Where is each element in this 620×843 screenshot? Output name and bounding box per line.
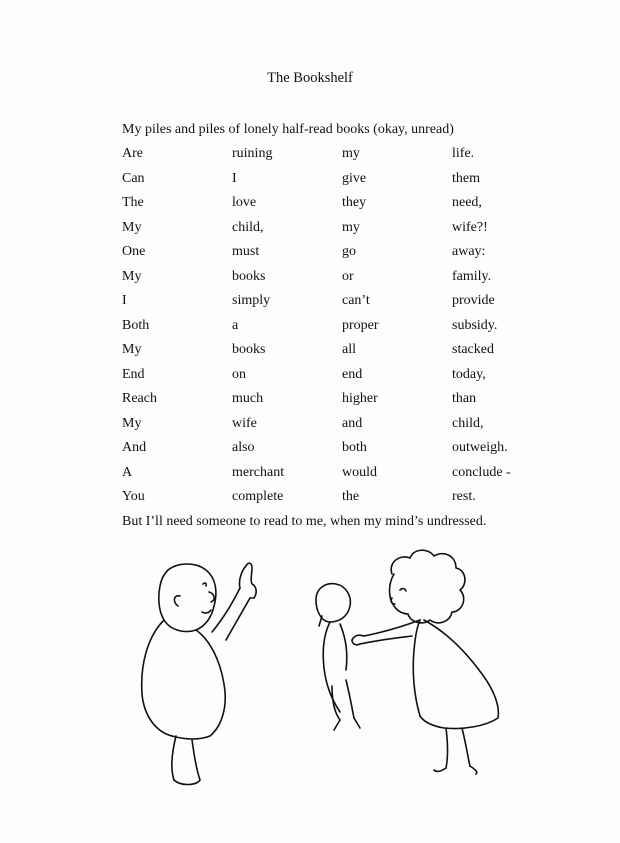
poem-word: books: [232, 342, 266, 357]
poem-word: merchant: [232, 464, 285, 480]
page-title: The Bookshelf: [267, 70, 353, 86]
poem-word: End: [122, 366, 145, 382]
poem-word: Can: [122, 170, 145, 186]
cartoon-illustration: [0, 540, 620, 843]
poem-word: give: [342, 170, 367, 186]
poem-word: life.: [452, 146, 475, 161]
poem-word: end: [342, 366, 363, 382]
poem-word: Are: [122, 146, 143, 161]
poem-word: I: [122, 293, 127, 308]
poem-word: all: [342, 342, 356, 357]
poem-word: today,: [452, 366, 486, 382]
poem-word: complete: [232, 489, 284, 504]
poem-word: Reach: [122, 391, 157, 406]
poem-word: The: [122, 195, 144, 210]
poem-word: my: [342, 146, 360, 161]
poem-word: My: [122, 268, 142, 284]
poem-word: than: [452, 391, 477, 406]
poem-word: love: [232, 195, 257, 210]
poem-word: a: [232, 317, 239, 333]
poem-word: the: [342, 489, 360, 504]
poem-word: ruining: [232, 146, 273, 161]
poem-word: child,: [232, 219, 264, 235]
poem-word: conclude -: [452, 464, 511, 480]
poem-word: away:: [452, 244, 486, 259]
poem-word: my: [342, 219, 360, 235]
poem-word: also: [232, 440, 255, 455]
poem-word: You: [122, 489, 145, 504]
poem-word: both: [342, 440, 367, 455]
poem-word: My: [122, 342, 142, 357]
poem-word: and: [342, 415, 363, 431]
curly-haired-woman-drawing: [352, 550, 498, 774]
poem-word: family.: [452, 268, 492, 284]
poem-word: them: [452, 170, 480, 186]
poem-word: wife?!: [452, 219, 488, 235]
child-drawing: [316, 584, 360, 730]
poem-word: books: [232, 268, 266, 284]
poem-word: must: [232, 244, 260, 259]
poem-word: higher: [342, 391, 378, 406]
poem-word: And: [122, 440, 147, 455]
poem-word: One: [122, 244, 146, 259]
poem-word: Both: [122, 317, 150, 333]
poem-word: A: [122, 464, 133, 480]
poem-word: stacked: [452, 342, 494, 357]
poem-word: need,: [452, 195, 482, 210]
poem-word: go: [342, 244, 356, 259]
poem-word: outweigh.: [452, 440, 508, 455]
poem-word: My: [122, 219, 142, 235]
poem-word: subsidy.: [452, 317, 498, 333]
poem-word: would: [342, 464, 377, 480]
poem-word: child,: [452, 415, 484, 431]
poem-word: wife: [232, 415, 257, 431]
poem-outro-line: But I’ll need someone to read to me, when my mind’s undressed.: [122, 514, 487, 529]
poem-word: provide: [452, 293, 495, 308]
poem-word: much: [232, 391, 264, 406]
poem-intro-line: My piles and piles of lonely half-read books (okay, unread): [122, 122, 454, 137]
poem-word: on: [232, 366, 246, 382]
poem-word: they: [342, 195, 367, 210]
poem-word: simply: [232, 293, 271, 308]
pointing-man-drawing: [142, 563, 256, 784]
poem-word: proper: [342, 317, 379, 333]
poem-word: rest.: [452, 489, 476, 504]
poem-word: or: [342, 268, 354, 284]
poem-word: can’t: [342, 293, 370, 308]
poem-word: I: [232, 170, 237, 186]
poem-word: My: [122, 415, 142, 431]
